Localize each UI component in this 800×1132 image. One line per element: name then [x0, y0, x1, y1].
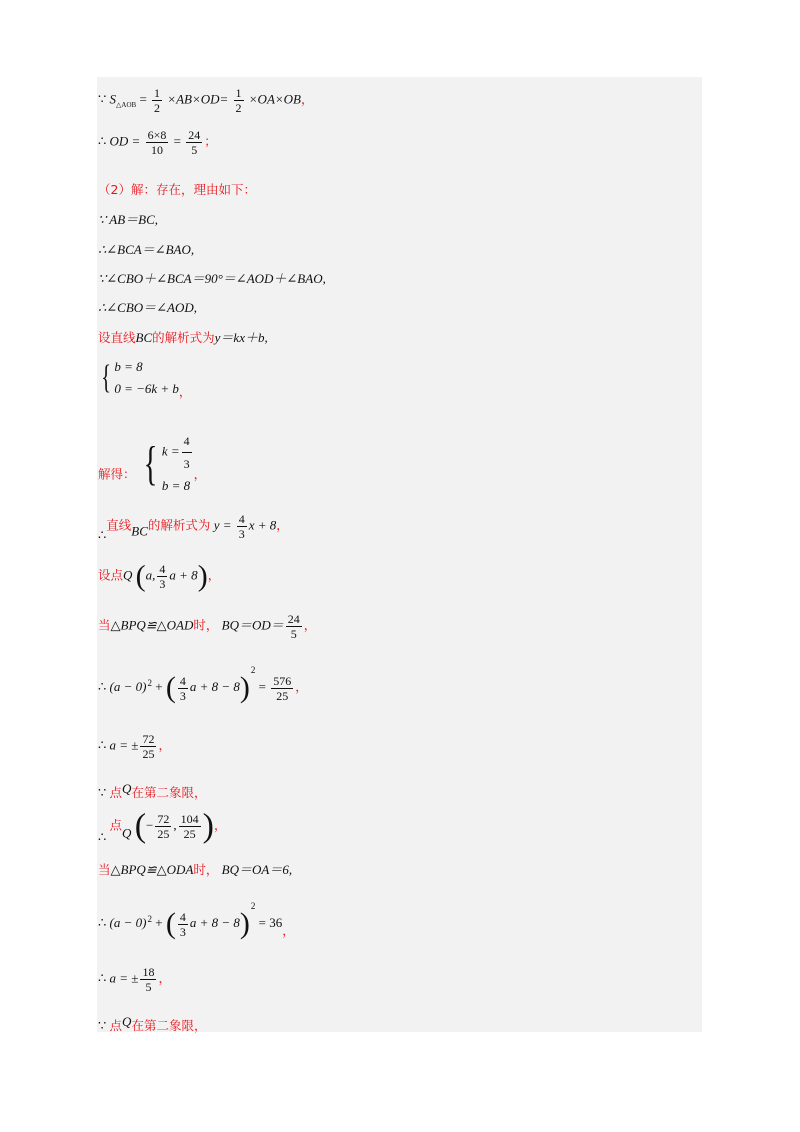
because-symbol: ∵	[98, 785, 107, 800]
a-value-1	[98, 732, 171, 761]
q-second-quadrant-2	[98, 1014, 206, 1034]
equation: BQ＝OD＝	[221, 617, 284, 633]
product-term: ×OA×OB	[248, 91, 301, 107]
step-angle-cbo: ∴∠CBO＝∠AOD,	[98, 300, 198, 315]
exponent: 2	[147, 677, 152, 688]
equals: =	[258, 679, 266, 694]
exponent: 2	[250, 665, 256, 675]
text: 设直线	[98, 330, 136, 345]
text: 在第二象限，	[131, 785, 207, 800]
distance-equation-2	[98, 898, 295, 939]
fraction: $\frac{6\times 8}{10}$	[147, 128, 167, 157]
q-coordinates-1: ∴ 点Q (− $\frac{72}{25}$ , $\frac{104}{25}$ )，	[98, 807, 227, 845]
punctuation: ，	[295, 679, 308, 694]
row: 0 = −6k + b	[114, 381, 179, 396]
line-equation: y＝kx＋b,	[214, 330, 268, 345]
fraction: $\frac{104}{25}$	[180, 812, 199, 841]
text: 在第二象限，	[131, 1018, 207, 1033]
step-ab-eq-bc: ∵ AB＝BC,	[98, 212, 159, 227]
fraction: $\frac{72}{25}$	[157, 812, 170, 841]
punctuation: ，	[158, 737, 171, 753]
fraction: $\frac{576}{25}$	[273, 673, 292, 703]
y-lhs: y =	[213, 517, 232, 533]
equals: =	[139, 91, 147, 107]
equation-system	[98, 356, 191, 400]
text: 当	[98, 862, 111, 877]
paren-icon: (	[165, 907, 176, 941]
brace-icon: {	[101, 359, 112, 396]
paren-icon: )	[239, 671, 250, 705]
fraction-half: $\frac{1}{2}$	[235, 86, 242, 115]
text: 时，	[193, 617, 219, 633]
area-subscript: △AOB	[116, 101, 137, 110]
fraction: $\frac{24}{5}$	[287, 612, 300, 641]
rhs: x + 8	[248, 517, 277, 533]
equals: =	[173, 133, 181, 149]
fraction: $\frac{4}{3}$	[182, 430, 192, 475]
punctuation: ，	[300, 91, 314, 107]
paren-icon: )	[239, 907, 250, 941]
fraction: $\frac{4}{3}$	[159, 562, 166, 591]
therefore-symbol: ∴	[98, 829, 107, 845]
punctuation: ，	[282, 923, 295, 938]
term: (a − 0)	[109, 679, 147, 694]
congruence: △BPQ≌△OAD	[110, 617, 194, 633]
therefore-symbol: ∴	[98, 737, 107, 753]
solution-system	[98, 430, 206, 497]
exponent: 2	[147, 913, 152, 924]
fraction: $\frac{4}{3}$	[238, 512, 245, 541]
punctuation: ，	[303, 617, 317, 633]
area-equation	[98, 86, 314, 115]
paren-icon: (	[135, 559, 146, 593]
point-q: Q	[122, 1014, 132, 1029]
row: b = 8	[161, 478, 191, 493]
point-q: Q	[122, 781, 132, 796]
coordinate: a,	[145, 567, 156, 583]
case-bpq-oda	[98, 862, 292, 878]
therefore-symbol: ∴	[98, 679, 107, 694]
plus: +	[155, 915, 163, 930]
minus: −	[146, 817, 154, 833]
segment-bc: BC	[131, 523, 148, 539]
congruence: △BPQ≌△ODA	[110, 862, 194, 877]
brace-icon: {	[143, 436, 158, 490]
fraction: $\frac{4}{3}$	[179, 673, 186, 703]
text: 解得：	[98, 466, 136, 482]
od-result	[98, 128, 217, 157]
text: 的解析式为	[147, 517, 211, 533]
row: b = 8	[114, 359, 143, 374]
fraction: $\frac{72}{25}$	[142, 732, 155, 761]
distance-equation-1	[98, 662, 308, 703]
lhs: OD =	[109, 133, 141, 149]
fraction: $\frac{4}{3}$	[179, 909, 186, 939]
set-point-q	[98, 559, 221, 593]
punctuation: ，	[207, 567, 221, 583]
bc-line-result	[98, 512, 289, 543]
equation: BQ＝OA＝6,	[221, 862, 293, 877]
set-line-bc	[98, 330, 268, 346]
exponent: 2	[250, 901, 256, 911]
paren-icon: (	[134, 807, 147, 845]
punctuation: ，	[178, 384, 192, 399]
a-value-2	[98, 965, 171, 994]
fraction: $\frac{18}{5}$	[142, 965, 155, 994]
text: 点	[109, 785, 123, 800]
punctuation: ，	[193, 466, 207, 482]
case-bpq-oad	[98, 612, 316, 641]
punctuation: ，	[213, 817, 227, 833]
term: a + 8 − 8	[189, 679, 240, 694]
paren-icon: )	[197, 559, 208, 593]
point-q: Q	[122, 825, 132, 841]
step-angle-bca: ∴∠BCA＝∠BAO,	[98, 242, 195, 257]
therefore-symbol: ∴	[98, 970, 107, 986]
part-two-heading: （2）解：存在，理由如下：	[98, 182, 256, 197]
area-symbol: S	[109, 91, 117, 107]
solution-panel	[97, 77, 702, 1032]
therefore-symbol: ∴	[98, 527, 107, 543]
text: 时，	[193, 862, 219, 877]
coordinate: a + 8	[169, 567, 198, 583]
lhs: a = ±	[109, 970, 139, 986]
therefore-symbol: ∴	[98, 133, 107, 149]
punctuation: ，	[158, 970, 171, 986]
text: 点	[109, 817, 123, 833]
lhs: a = ±	[109, 737, 139, 753]
plus: +	[155, 679, 163, 694]
term: (a − 0)	[109, 915, 147, 930]
because-symbol: ∵	[98, 91, 107, 107]
text: 当	[98, 617, 111, 633]
segment-bc: BC	[135, 330, 153, 345]
product-term: ×AB×OD=	[167, 91, 229, 107]
text: 直线	[106, 517, 132, 533]
paren-icon: )	[202, 807, 214, 845]
k-lhs: k =	[161, 443, 180, 459]
fraction-half: $\frac{1}{2}$	[154, 86, 161, 115]
text: 点	[109, 1018, 123, 1033]
therefore-symbol: ∴	[98, 915, 107, 930]
punctuation: ；	[204, 133, 217, 149]
paren-icon: (	[165, 671, 176, 705]
step-angle-sum: ∵∠CBO＋∠BCA＝90°＝∠AOD＋∠BAO,	[98, 271, 326, 286]
q-second-quadrant-1	[98, 781, 206, 801]
text: 设点	[98, 567, 124, 583]
punctuation: ，	[276, 517, 289, 533]
point-q: Q	[123, 567, 133, 583]
equals: = 36	[258, 915, 283, 930]
text: 的解析式为	[152, 330, 215, 345]
term: a + 8 − 8	[189, 915, 240, 930]
fraction: $\frac{24}{5}$	[188, 128, 201, 157]
because-symbol: ∵	[98, 1018, 107, 1033]
